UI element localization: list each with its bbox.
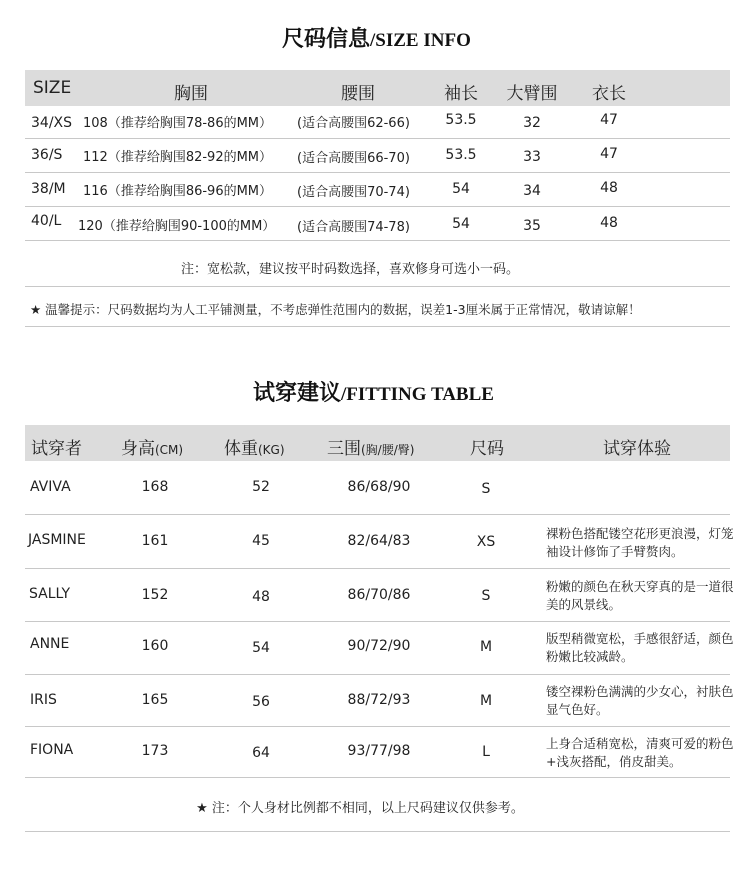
warm-tip-divider — [25, 326, 730, 327]
size-row-length: 47 — [600, 146, 618, 162]
size-info-title-cn: 尺码信息 — [282, 27, 371, 52]
size-row-sleeve: 53.5 — [445, 147, 477, 163]
size-header-waist: 腰围 — [341, 84, 375, 104]
size-row-waist: (适合高腰围66-70) — [297, 151, 410, 166]
size-row-size: 40/L — [31, 213, 62, 229]
fitting-row-height: 161 — [141, 533, 169, 549]
size-row-sleeve: 54 — [452, 181, 470, 197]
fitting-row-weight: 56 — [252, 694, 270, 710]
size-row-chest: 120（推荐给胸围90-100的MM） — [78, 219, 276, 234]
size-row-arm: 34 — [523, 183, 541, 199]
fitting-row-measure: 82/64/83 — [347, 533, 411, 549]
size-row-chest: 112（推荐给胸围82-92的MM） — [83, 150, 273, 165]
fitting-note: ★ 注：个人身材比例都不相同，以上尺码建议仅供参考。 — [196, 801, 524, 816]
size-row-chest: 116（推荐给胸围86-96的MM） — [83, 184, 273, 199]
fitting-row-comment: 上身合适稍宽松，清爽可爱的粉色+浅灰搭配，俏皮甜美。 — [546, 736, 734, 769]
fitting-row-size: S — [481, 588, 491, 604]
fitting-row-divider — [25, 621, 730, 622]
fitting-row-weight: 48 — [252, 589, 270, 605]
fitting-header-measure — [327, 434, 414, 459]
size-info-title-en: /SIZE INFO — [370, 30, 471, 51]
size-row-divider — [25, 172, 730, 173]
fitting-row-size: M — [479, 639, 493, 655]
size-row-length: 48 — [600, 180, 618, 196]
size-header-size: SIZE — [33, 78, 72, 98]
size-row-sleeve: 53.5 — [445, 112, 477, 128]
fitting-header-height-label: 身高 — [121, 439, 155, 459]
fitting-header-weight-unit: (KG) — [258, 443, 285, 457]
fitting-row-name: SALLY — [29, 586, 71, 602]
fitting-row-weight: 64 — [252, 745, 270, 761]
size-info-title — [282, 22, 471, 53]
fitting-row-measure: 86/70/86 — [347, 587, 411, 603]
fitting-row-measure: 93/77/98 — [347, 743, 411, 759]
fitting-header-experience: 试穿体验 — [603, 439, 671, 459]
fitting-row-measure: 86/68/90 — [347, 479, 411, 495]
fitting-header-measure-label: 三围 — [327, 439, 361, 459]
fitting-row-name: FIONA — [30, 742, 74, 758]
fitting-row-comment: 镂空裸粉色满满的少女心，衬肤色显气色好。 — [546, 684, 734, 717]
fitting-row-divider — [25, 674, 730, 675]
fitting-row-divider — [25, 777, 730, 778]
fitting-row-comment: 粉嫩的颜色在秋天穿真的是一道很美的风景线。 — [546, 579, 734, 612]
size-note: 注：宽松款，建议按平时码数选择，喜欢修身可选小一码。 — [180, 262, 520, 277]
fitting-row-size: S — [481, 481, 491, 497]
fitting-row-height: 173 — [141, 743, 169, 759]
size-row-waist: (适合高腰围62-66) — [297, 116, 410, 131]
size-note-divider — [25, 286, 730, 287]
fitting-row-measure: 90/72/90 — [347, 638, 411, 654]
fitting-header-name: 试穿者 — [31, 439, 82, 459]
fitting-row-height: 160 — [141, 638, 169, 654]
size-header-length: 衣长 — [592, 84, 626, 104]
fitting-header-weight — [224, 434, 285, 459]
size-row-divider — [25, 138, 730, 139]
fitting-header-weight-label: 体重 — [224, 439, 258, 459]
size-row-arm: 32 — [523, 115, 541, 131]
size-header-sleeve: 袖长 — [444, 84, 478, 104]
fitting-row-name: JASMINE — [28, 532, 86, 548]
size-row-sleeve: 54 — [452, 216, 470, 232]
fitting-row-weight: 45 — [252, 533, 270, 549]
fitting-row-height: 165 — [141, 692, 169, 708]
fitting-header-height — [121, 434, 183, 459]
size-row-size: 38/M — [31, 181, 66, 197]
fitting-row-weight: 54 — [252, 640, 270, 656]
fitting-row-size: XS — [476, 534, 496, 550]
fitting-row-measure: 88/72/93 — [347, 692, 411, 708]
fitting-row-size: L — [482, 744, 490, 760]
size-row-length: 47 — [600, 112, 618, 128]
fitting-row-size: M — [479, 693, 493, 709]
fitting-row-height: 152 — [141, 587, 169, 603]
size-header-arm: 大臂围 — [506, 84, 558, 104]
fitting-row-weight: 52 — [252, 479, 270, 495]
fitting-header-measure-unit: (胸/腰/臀) — [361, 443, 415, 457]
fitting-title — [253, 376, 494, 407]
size-row-divider — [25, 206, 730, 207]
fitting-row-divider — [25, 726, 730, 727]
size-row-arm: 35 — [523, 218, 541, 234]
fitting-row-comment: 裸粉色搭配镂空花形更浪漫，灯笼袖设计修饰了手臂赘肉。 — [546, 526, 734, 559]
size-header-chest: 胸围 — [174, 84, 208, 104]
size-row-arm: 33 — [523, 149, 541, 165]
fitting-note-divider — [25, 831, 730, 832]
warm-tip: ★ 温馨提示：尺码数据均为人工平铺测量，不考虑弹性范围内的数据，误差1-3厘米属于正常情况，敬请谅解！ — [30, 302, 641, 317]
fitting-title-en: /FITTING TABLE — [341, 384, 494, 405]
size-row-size: 34/XS — [31, 115, 73, 131]
fitting-title-cn: 试穿建议 — [253, 381, 342, 406]
fitting-row-name: AVIVA — [30, 479, 71, 495]
fitting-row-name: IRIS — [30, 692, 57, 708]
size-row-divider — [25, 240, 730, 241]
size-row-waist: (适合高腰围74-78) — [297, 220, 410, 235]
fitting-row-divider — [25, 514, 730, 515]
size-row-length: 48 — [600, 215, 618, 231]
size-row-size: 36/S — [31, 147, 63, 163]
fitting-header-height-unit: (CM) — [155, 443, 184, 457]
fitting-row-divider — [25, 568, 730, 569]
fitting-row-name: ANNE — [30, 636, 70, 652]
size-row-chest: 108（推荐给胸围78-86的MM） — [83, 116, 273, 131]
fitting-row-height: 168 — [141, 479, 169, 495]
fitting-row-comment: 版型稍微宽松，手感很舒适，颜色粉嫩比较减龄。 — [546, 631, 734, 664]
fitting-header-size: 尺码 — [470, 439, 504, 459]
size-row-waist: (适合高腰围70-74) — [297, 185, 410, 200]
